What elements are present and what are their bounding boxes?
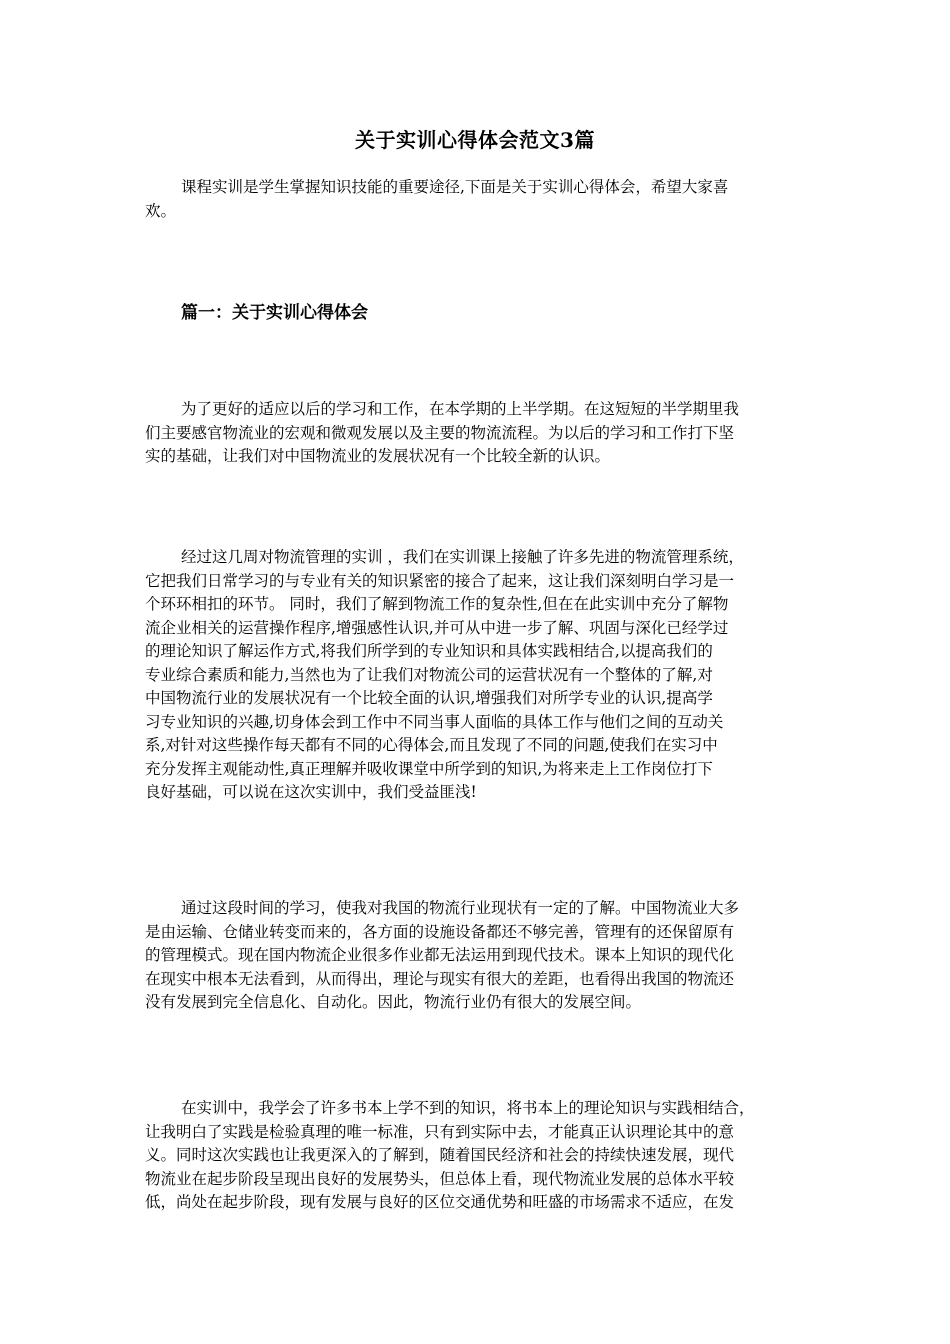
paragraph-line: 在现实中根本无法看到，从而得出，理论与现实有很大的差距，也看得出我国的物流还 [145,969,735,988]
paragraph-line: 课程实训是学生掌握知识技能的重要途径,下面是关于实训心得体会，希望大家喜 [181,178,729,196]
paragraph-line: 个环环相扣的环节。 同时，我们了解到物流工作的复杂性,但在在此实训中充分了解物 [145,595,729,613]
paragraph-line: 没有发展到完全信息化、自动化。因此，物流行业仍有很大的发展空间。 [145,993,642,1011]
intro-paragraph [145,176,815,223]
paragraph-line: 为了更好的适应以后的学习和工作，在本学期的上半学期。在这短短的半学期里我 [181,400,740,418]
paragraph-line: 的管理模式。现在国内物流企业很多作业都无法运用到现代技术。课本上知识的现代化 [145,946,735,964]
paragraph-line: 习专业知识的兴趣,切身体会到工作中不同当事人面临的具体工作与他们之间的互动关 [145,712,724,731]
paragraph-line: 通过这段时间的学习，使我对我国的物流行业现状有一定的了解。中国物流业大多 [181,899,740,917]
paragraph-line: 专业综合素质和能力,当然也为了让我们对物流公司的运营状况有一个整体的了解,对 [145,665,713,684]
paragraph-line: 让我明白了实践是检验真理的唯一标准，只有到实际中去，才能真正认识理论其中的意 [145,1122,735,1141]
paragraph-line: 欢。 [145,201,177,220]
body-paragraph-3 [145,897,815,1015]
paragraph-line: 是由运输、仓储业转变而来的，各方面的设施设备都还不够完善，管理有的还保留原有 [145,922,735,941]
paragraph-line: 在实训中，我学会了许多书本上学不到的知识，将书本上的理论知识与实践相结合， [181,1099,755,1117]
paragraph-line: 物流业在起步阶段呈现出良好的发展势头，但总体上看，现代物流业发展的总体水平较 [145,1169,735,1188]
paragraph-line: 系,对针对这些操作每天都有不同的心得体会,而且发现了不同的问题,使我们在实习中 [145,736,718,754]
paragraph-line: 的理论知识了解运作方式,将我们所学到的专业知识和具体实践相结合,以提高我们的 [145,642,713,660]
paragraph-line: 中国物流行业的发展状况有一个比较全面的认识,增强我们对所学专业的认识,提高学 [145,689,713,707]
paragraph-line: 充分发挥主观能动性,真正理解并吸收课堂中所学到的知识,为将来走上工作岗位打下 [145,759,713,778]
section-heading: 篇一：关于实训心得体会 [181,303,368,323]
body-paragraph-2 [145,546,815,805]
paragraph-line: 它把我们日常学习的与专业有关的知识紧密的接合了起来，这让我们深刻明白学习是一 [145,571,735,590]
paragraph-line: 实的基础，让我们对中国物流业的发展状况有一个比较全新的认识。 [145,447,611,465]
paragraph-line: 经过这几周对物流管理的实训 ，我们在实训课上接触了许多先进的物流管理系统， [181,548,744,566]
paragraph-line: 义。同时这次实践也让我更深入的了解到，随着国民经济和社会的持续快速发展，现代 [145,1146,735,1164]
paragraph-line: 良好基础，可以说在这次实训中，我们受益匪浅! [145,783,477,801]
body-paragraph-1 [145,398,815,469]
document-title: 关于实训心得体会范文3篇 [355,128,595,152]
paragraph-line: 流企业相关的运营操作程序,增强感性认识,并可从中进一步了解、巩固与深化已经学过 [145,618,729,637]
paragraph-line: 们主要感官物流业的宏观和微观发展以及主要的物流流程。为以后的学习和工作打下坚 [145,423,735,442]
body-paragraph-4 [145,1097,815,1215]
paragraph-line: 低，尚处在起步阶段，现有发展与良好的区位交通优势和旺盛的市场需求不适应，在发 [145,1193,735,1211]
